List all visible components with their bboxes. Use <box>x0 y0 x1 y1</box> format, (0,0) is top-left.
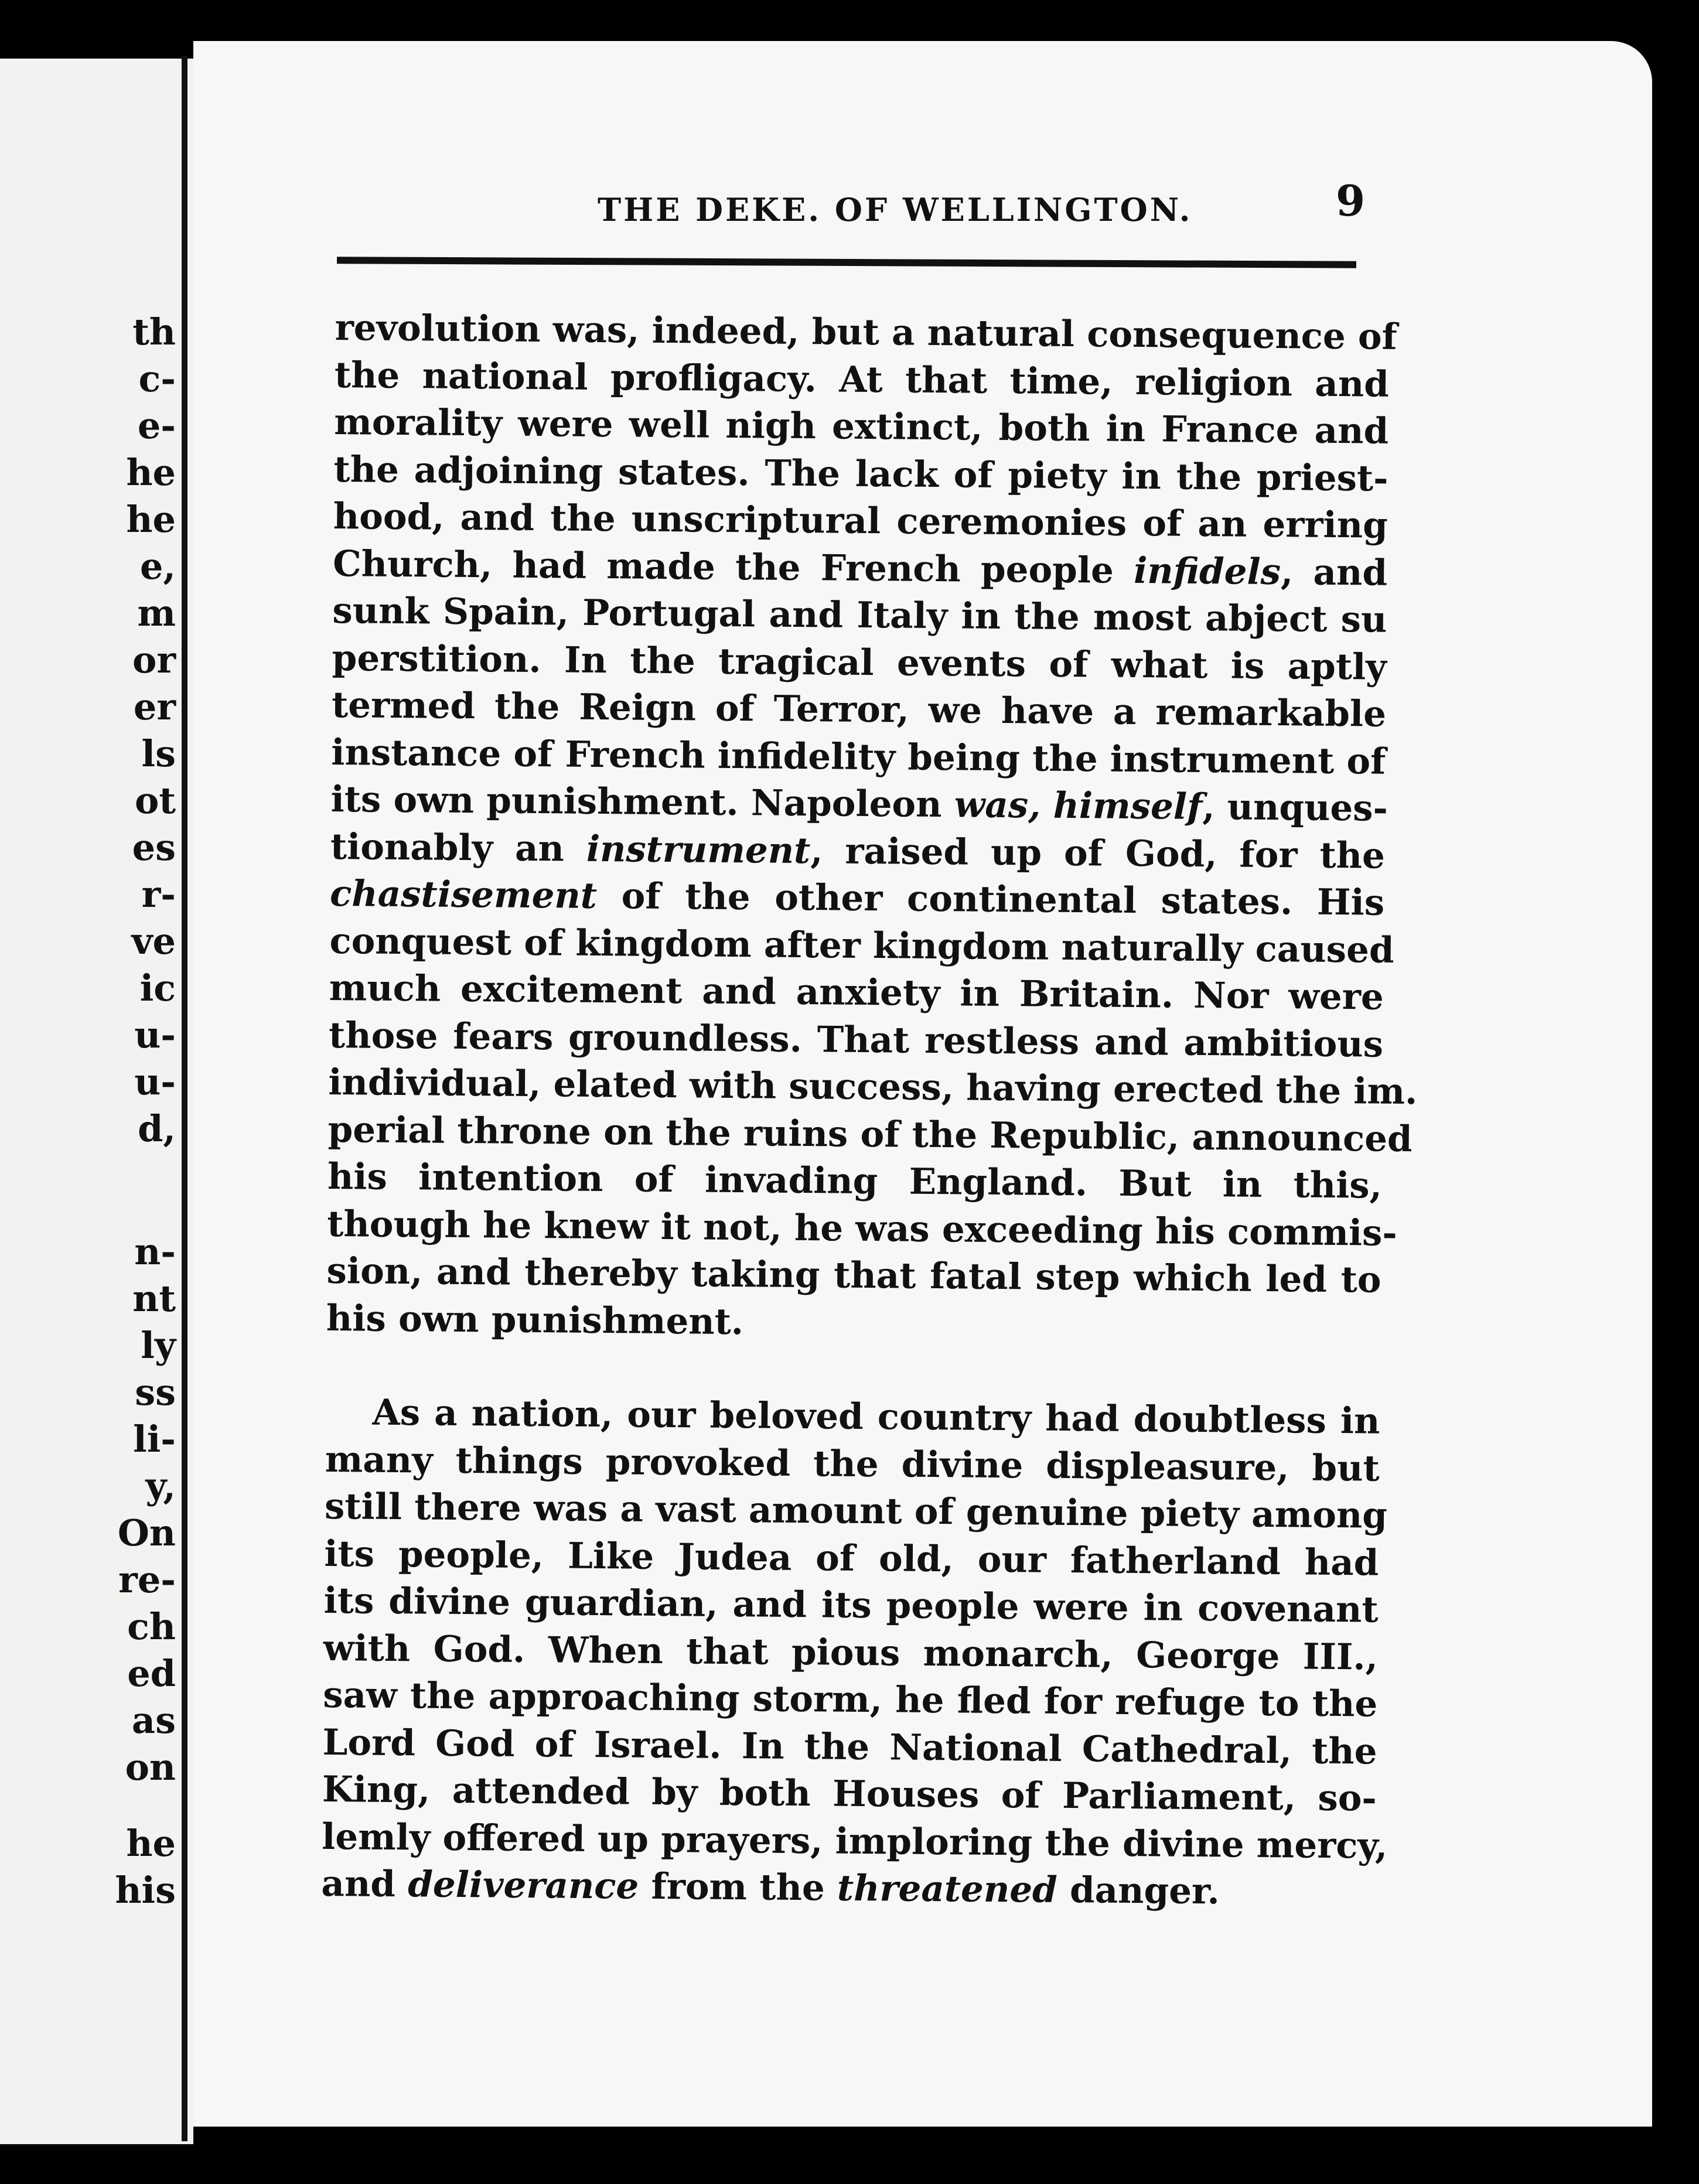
text-line: its divine guardian, and its people were in covenant <box>323 1579 1379 1631</box>
edge-fragment: u- <box>134 1013 176 1056</box>
edge-fragment: m <box>137 592 176 634</box>
text-span: Church, had made the French people <box>332 542 1114 592</box>
text-line: many things provoked the divine displeasure, but <box>325 1438 1380 1490</box>
paragraph-gap <box>326 1342 1381 1398</box>
edge-fragment: his <box>115 1869 176 1912</box>
text-line <box>330 776 1386 832</box>
text-line <box>333 540 1388 596</box>
italic-span: chastisement <box>329 872 598 917</box>
text-span: its own punishment. Napoleon <box>330 778 942 826</box>
text-line: with God. When that pious monarch, George III., <box>323 1627 1379 1678</box>
running-head-title: THE DEKE. OF WELLINGTON. <box>598 191 1193 228</box>
edge-fragment: ve <box>131 920 176 963</box>
edge-fragment: ls <box>141 732 176 775</box>
edge-fragment: ss <box>135 1371 176 1414</box>
text-span: and <box>321 1862 396 1906</box>
edge-fragment: he <box>126 451 176 494</box>
edge-fragment: on <box>125 1746 176 1789</box>
edge-fragment: re- <box>118 1558 176 1601</box>
text-line: As a nation, our beloved country had doubtless in <box>372 1391 1380 1442</box>
text-line <box>330 823 1386 879</box>
text-line: lemly offered up prayers, imploring the divine mercy, <box>321 1816 1388 1867</box>
text-line <box>321 1861 1376 1917</box>
edge-fragment: he <box>126 1822 176 1865</box>
text-line: sunk Spain, Portugal and Italy in the most abject su <box>332 589 1387 641</box>
book-gutter <box>182 56 187 2141</box>
text-line: saw the approaching storm, he fled for refuge to the <box>322 1674 1378 1725</box>
page-number: 9 <box>1336 176 1366 226</box>
text-line: individual, elated with success, having erected the im. <box>328 1061 1418 1113</box>
text-span: from the <box>651 1865 825 1909</box>
edge-fragment: ch <box>127 1605 176 1648</box>
text-line: instance of French infidelity being the instrument of <box>331 731 1386 783</box>
text-line: revolution was, indeed, but a natural consequence of <box>335 306 1398 358</box>
edge-fragment: es <box>132 826 176 869</box>
text-line: much excitement and anxiety in Britain. Nor were <box>329 967 1384 1018</box>
edge-fragment: ed <box>127 1652 176 1695</box>
text-line: Lord God of Israel. In the National Cathedral, the <box>322 1721 1377 1773</box>
text-line: King, attended by both Houses of Parliament, so- <box>322 1768 1377 1820</box>
edge-fragment: th <box>132 310 176 353</box>
italic-span: instrument <box>586 828 811 872</box>
edge-fragment: ic <box>139 967 176 1009</box>
edge-fragment: er <box>133 685 176 728</box>
text-line: termed the Reign of Terror, we have a remarkable <box>331 684 1387 735</box>
text-line: the adjoining states. The lack of piety in the priest- <box>333 448 1388 500</box>
edge-fragment: ot <box>135 779 176 822</box>
edge-fragment: On <box>117 1511 176 1554</box>
edge-fragment: ly <box>141 1324 176 1367</box>
edge-fragment: d, <box>138 1107 176 1150</box>
text-span: , and <box>1280 551 1388 594</box>
edge-fragment: u- <box>134 1060 176 1103</box>
italic-span: was, himself <box>954 784 1203 828</box>
text-line <box>330 871 1385 927</box>
edge-fragment: c- <box>138 357 176 400</box>
text-line: those fears groundless. That restless and ambitious <box>328 1014 1384 1066</box>
paragraph-1 <box>326 305 1418 1352</box>
body-text <box>321 305 1418 1917</box>
edge-fragment: or <box>132 639 176 681</box>
text-line: perial throne on the ruins of the Republic, announced <box>327 1108 1413 1160</box>
text-span: , unques- <box>1202 786 1388 830</box>
edge-fragment: nt <box>132 1277 176 1320</box>
italic-span: deliverance <box>407 1864 639 1907</box>
edge-fragment: as <box>131 1699 176 1742</box>
text-line: the national profligacy. At that time, religion and <box>334 354 1390 405</box>
edge-fragment: n- <box>134 1230 176 1273</box>
edge-fragment: li- <box>133 1418 176 1460</box>
italic-span: threatened <box>837 1867 1058 1911</box>
text-span: of the other continental states. His <box>621 875 1385 924</box>
paragraph-2 <box>321 1389 1388 1917</box>
text-line: morality were well nigh extinct, both in France and <box>333 401 1389 452</box>
text-line: his own punishment. <box>326 1297 744 1343</box>
text-line: conquest of kingdom after kingdom naturally caused <box>329 920 1394 971</box>
edge-fragment: r- <box>141 873 176 916</box>
italic-span: infidels <box>1133 550 1281 593</box>
text-line: his intention of invading England. But in this, <box>327 1155 1383 1207</box>
text-line: its people, Like Judea of old, our fatherland had <box>324 1533 1379 1584</box>
text-line: hood, and the unscriptural ceremonies of an erring <box>333 495 1388 547</box>
text-span: danger. <box>1069 1869 1220 1913</box>
edge-fragment: e- <box>137 404 176 447</box>
text-line: perstition. In the tragical events of what is aptly <box>332 637 1387 688</box>
text-line: though he knew it not, he was exceeding his commis- <box>326 1203 1398 1254</box>
text-line: still there was a vast amount of genuine piety among <box>324 1485 1388 1537</box>
text-span: , raised up of God, for the <box>810 830 1386 877</box>
edge-fragment: e, <box>139 545 176 588</box>
edge-fragment: he <box>126 498 176 541</box>
text-span: tionably an <box>330 825 565 869</box>
text-line: sion, and thereby taking that fatal step which led to <box>326 1250 1381 1301</box>
edge-fragment: y, <box>145 1465 176 1507</box>
